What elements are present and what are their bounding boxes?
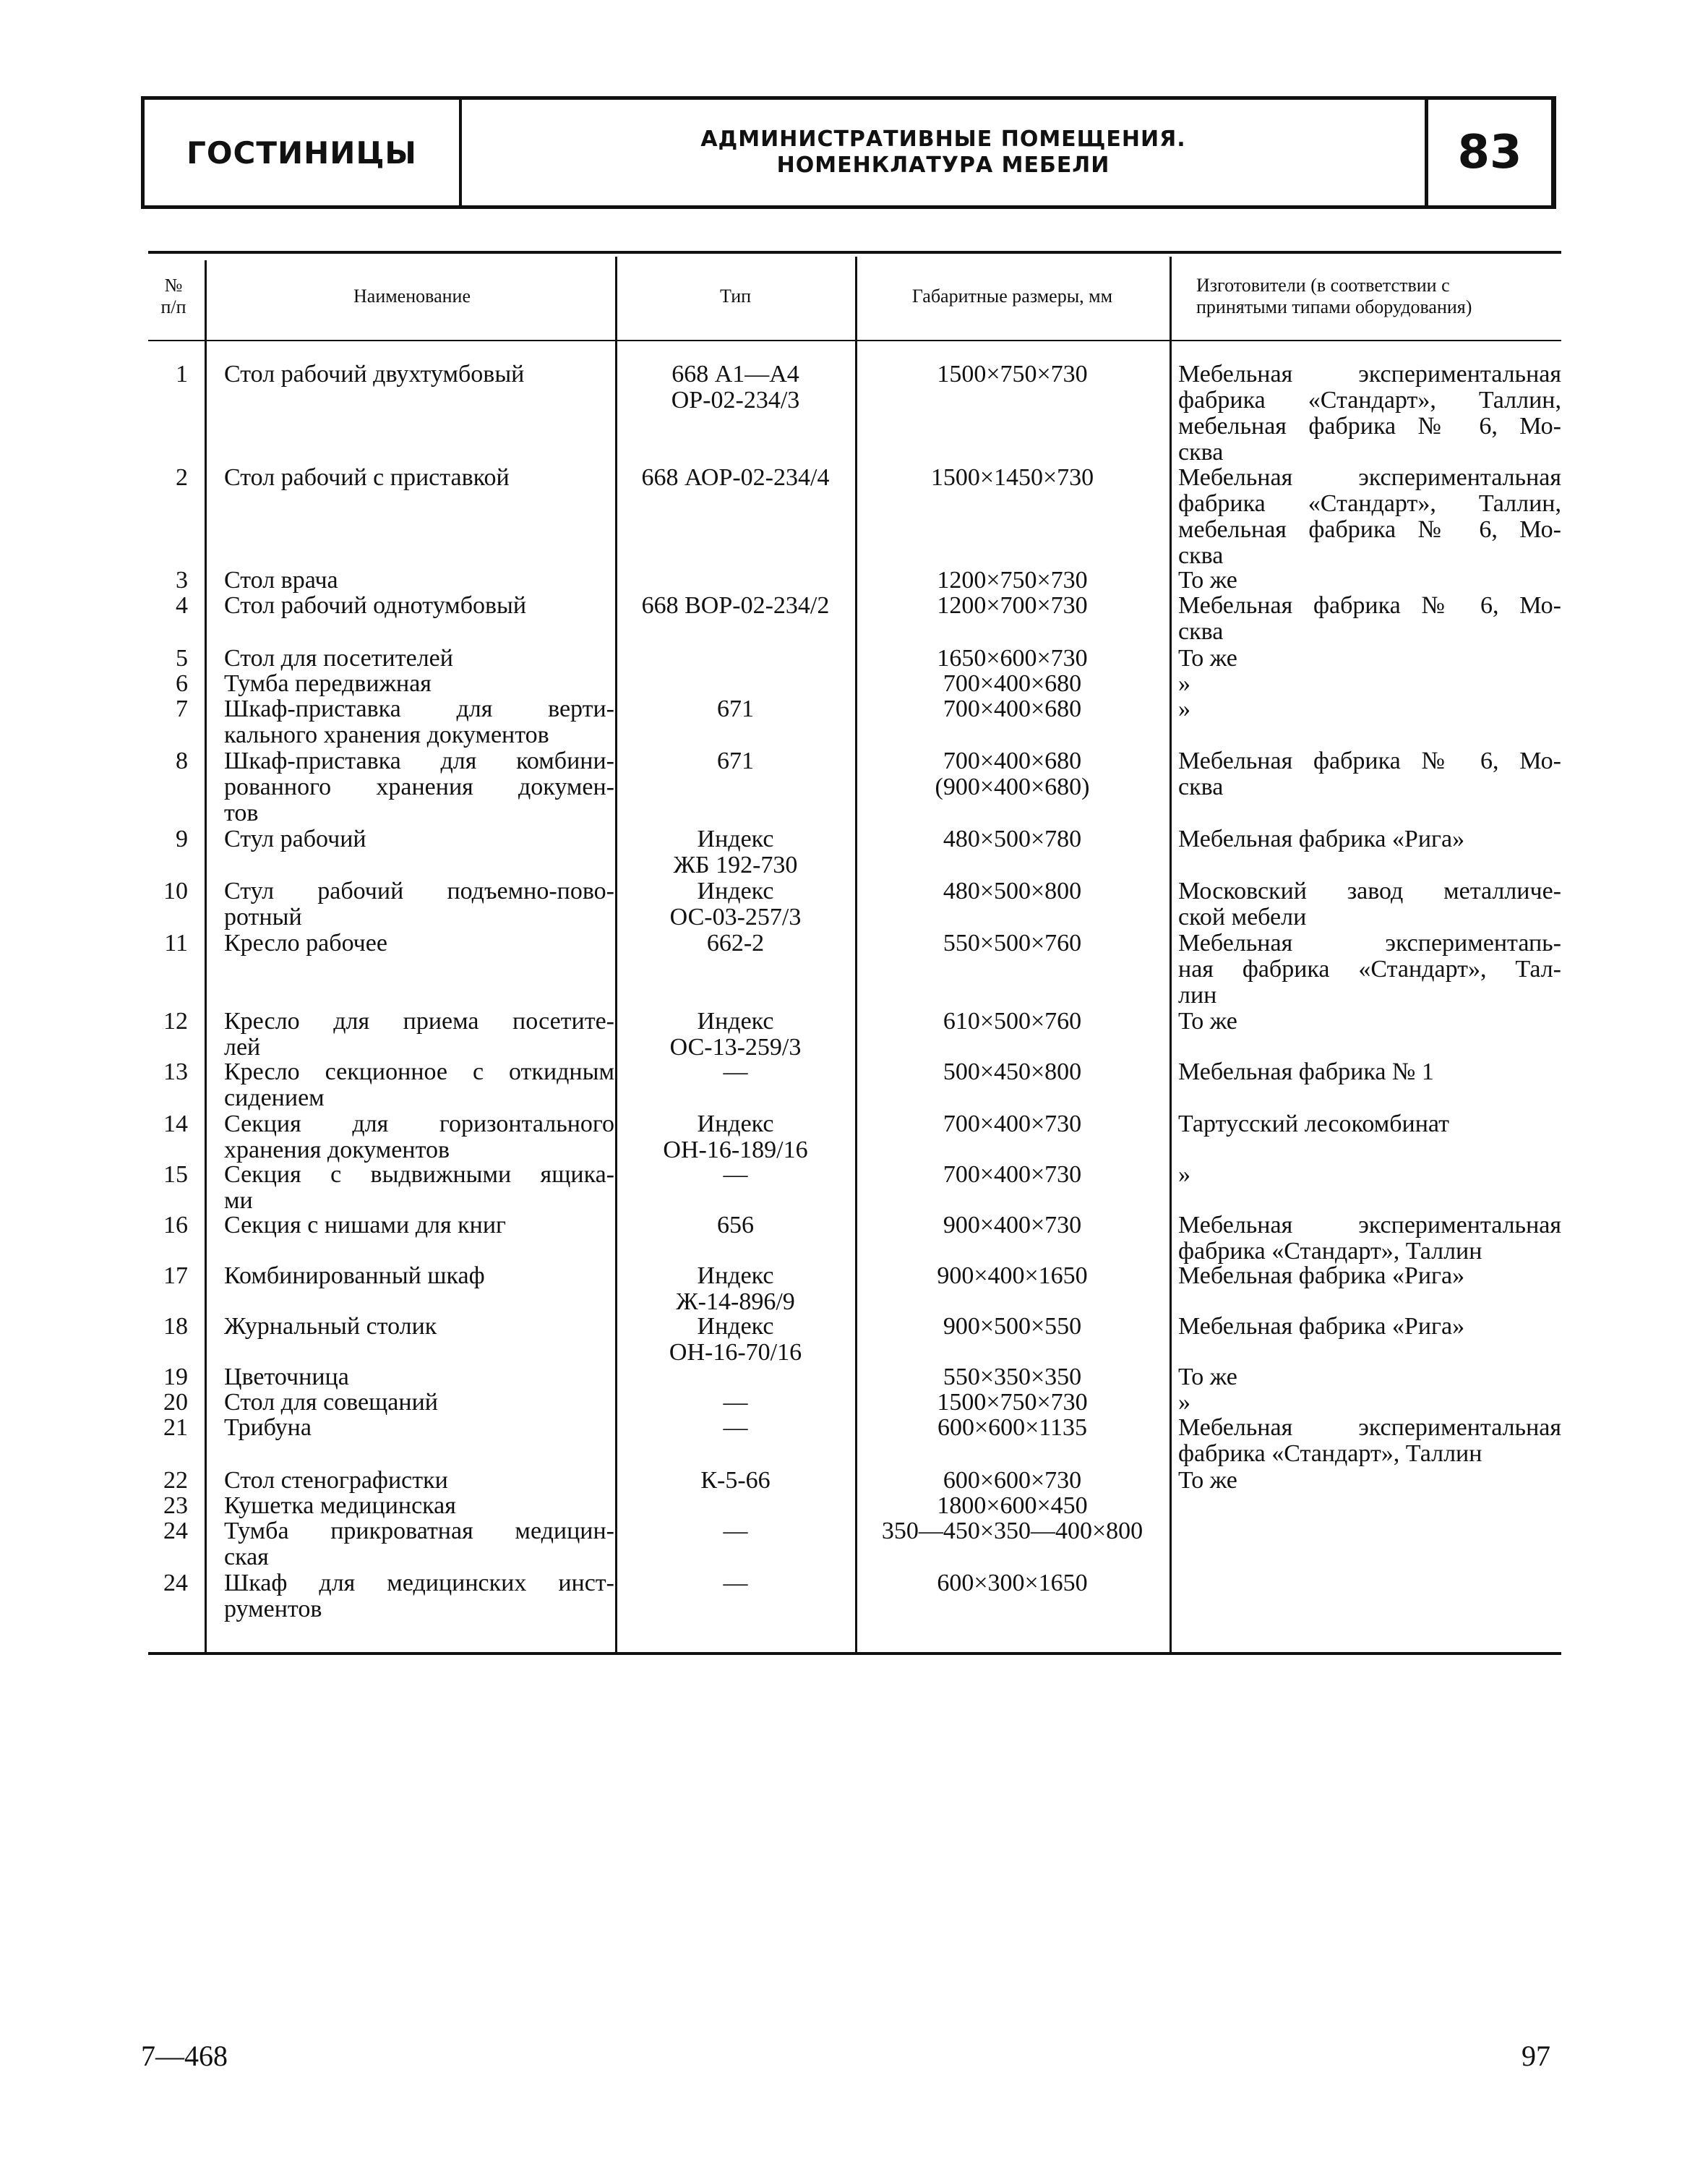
cell-type [618,465,853,491]
cell-type-line: ОР-02-234/3 [671,387,800,414]
cell-type [618,362,853,414]
cell-dims [859,646,1166,672]
cell-type [618,696,853,722]
cell-dims [859,1468,1166,1494]
cell-dims [859,1570,1166,1596]
column-divider-2 [615,257,617,1652]
cell-maker [1178,1111,1561,1137]
cell-name [224,1518,614,1570]
cell-num: 10 [163,878,188,904]
cell-dims-line: 1200×700×730 [937,592,1088,619]
cell-maker [1178,568,1561,594]
cell-maker [1178,1468,1561,1494]
cell-dims-line: 900×500×550 [943,1313,1082,1340]
cell-name [224,1314,614,1340]
cell-dims [859,465,1166,491]
cell-maker-line: Мебельная фабрика «Рига» [1178,1313,1465,1340]
cell-dims [859,1009,1166,1035]
cell-maker-line: мебельная фабрика № 6, Мо- [1178,413,1561,440]
cell-dims-line: 500×450×800 [943,1058,1082,1085]
cell-name-line: Стол рабочий однотумбовый [224,592,527,619]
cell-name-line: Секция с выдвижными ящика- [224,1161,614,1188]
column-divider-1 [205,260,207,1652]
cell-maker-line: Мебельная экспериментальная [1178,1414,1561,1441]
column-header-maker-line-1: Изготовители (в соответствии с [1196,275,1450,296]
cell-maker-line: Мебельная экспериментапь- [1178,930,1561,957]
cell-dims [859,878,1166,904]
cell-name [224,1162,614,1214]
cell-dims [859,1390,1166,1416]
cell-maker-line: То же [1178,645,1237,672]
cell-dims [859,1415,1166,1441]
cell-name [224,646,614,672]
cell-name [224,1364,614,1390]
cell-maker-line: Мебельная экспериментальная [1178,1212,1561,1238]
cell-name-line: Шкаф-приставка для комбини- [224,748,614,774]
cell-num: 13 [163,1058,188,1085]
cell-type-line: 662-2 [706,930,765,957]
cell-name [224,826,614,852]
cell-name [224,568,614,594]
cell-name [224,671,614,697]
cell-maker-line: фабрика «Стандарт», Таллин, [1178,490,1561,517]
cell-type-line: Ж-14-896/9 [676,1288,795,1315]
cell-maker-line: » [1178,1161,1190,1188]
cell-maker-line: лин [1178,982,1217,1009]
cell-type-line: — [723,1414,748,1441]
cell-dims-line: 1500×750×730 [937,361,1088,388]
cell-maker [1178,1364,1561,1390]
cell-num: 3 [176,567,188,594]
cell-dims-line: 700×400×730 [943,1111,1082,1137]
cell-name-line: рованного хранения докумен- [224,774,614,800]
cell-name-line: Стол для посетителей [224,645,453,672]
cell-maker-line: Мебельная фабрика № 6, Мо- [1178,592,1561,619]
cell-name [224,362,614,388]
cell-dims [859,1212,1166,1238]
footer-code: 7—468 [141,2040,228,2072]
cell-name-line: Трибуна [224,1414,312,1441]
cell-maker-line: сква [1178,618,1224,645]
cell-type-line: ЖБ 192-730 [673,852,798,878]
cell-dims-line: 700×400×730 [943,1161,1082,1188]
cell-maker-line: То же [1178,1008,1237,1035]
cell-name-line: Тумба передвижная [224,670,432,697]
cell-num: 24 [163,1518,188,1544]
cell-num: 4 [176,592,188,619]
cell-type-line: ОН-16-70/16 [669,1339,802,1366]
cell-type [618,1059,853,1085]
cell-type [618,1212,853,1238]
cell-name-line: Стул рабочий [224,826,366,852]
cell-type [618,1162,853,1188]
cell-num: 24 [163,1570,188,1596]
cell-maker [1178,826,1561,852]
cell-dims-line: (900×400×680) [935,774,1090,800]
cell-name-line: Секция для горизонтального [224,1111,614,1137]
cell-num: 22 [163,1467,188,1494]
cell-name [224,1415,614,1441]
cell-maker-line: фабрика «Стандарт», Таллин [1178,1238,1482,1265]
cell-maker [1178,1009,1561,1035]
section-title: ГОСТИНИЦЫ [186,134,417,171]
cell-type-line: — [723,1389,748,1416]
cell-dims-line: 550×350×350 [943,1364,1082,1390]
cell-type-line: 668 АОР-02-234/4 [641,464,830,491]
column-header-type: Тип [719,286,752,307]
cell-name-line: тов [224,800,259,826]
cell-dims-line: 1500×750×730 [937,1389,1088,1416]
cell-name [224,1009,614,1061]
cell-dims [859,696,1166,722]
cell-num: 7 [176,696,188,722]
cell-num: 20 [163,1389,188,1416]
cell-type-line: К-5-66 [700,1467,771,1494]
cell-maker-line: Тартусский лесокомбинат [1178,1111,1449,1137]
cell-num: 18 [163,1313,188,1340]
cell-num: 6 [176,670,188,697]
cell-dims-line: 600×600×1135 [937,1414,1088,1441]
cell-dims-line: 1650×600×730 [937,645,1088,672]
cell-dims [859,1493,1166,1519]
cell-num: 2 [176,464,188,491]
cell-maker [1178,593,1561,645]
cell-dims [859,1518,1166,1544]
cell-maker-line: То же [1178,1467,1237,1494]
column-header-dims: Габаритные размеры, мм [911,286,1113,307]
cell-maker [1178,1162,1561,1188]
cell-dims [859,1162,1166,1188]
cell-maker-line: ная фабрика «Стандарт», Тал- [1178,956,1561,983]
cell-name-line: Стол врача [224,567,338,594]
cell-maker-line: » [1178,696,1190,722]
cell-name [224,1212,614,1238]
cell-num: 8 [176,748,188,774]
cell-dims [859,1314,1166,1340]
table-top-rule [148,251,1561,254]
cell-type [618,1009,853,1061]
column-header-name: Наименование [353,286,471,307]
cell-type [618,1570,853,1596]
cell-name [224,748,614,826]
cell-type-line: 668 ВОР-02-234/2 [641,592,830,619]
cell-type-line: Индекс [697,1313,774,1340]
cell-dims-line: 700×400×680 [943,670,1082,697]
cell-name [224,465,614,491]
cell-name-line: Тумба прикроватная медицин- [224,1518,614,1544]
cell-dims [859,1111,1166,1137]
cell-type [618,1518,853,1544]
cell-type-line: Индекс [697,1262,774,1289]
cell-name-line: Стул рабочий подъемно-пово- [224,878,614,904]
cell-maker-line: фабрика «Стандарт», Таллин, [1178,387,1561,414]
cell-name-line: Шкаф-приставка для верти- [224,696,614,722]
cell-dims-line: 600×600×730 [943,1467,1082,1494]
cell-name [224,931,614,957]
cell-maker-line: Мебельная фабрика «Рига» [1178,826,1465,852]
cell-type [618,1390,853,1416]
cell-maker-line: Мебельная фабрика «Рига» [1178,1262,1465,1289]
cell-dims-line: 610×500×760 [943,1008,1082,1035]
cell-dims-line: 700×400×680 [943,748,1082,774]
cell-dims-line: 1500×1450×730 [930,464,1094,491]
cell-maker [1178,362,1561,466]
cell-maker-line: сква [1178,542,1224,569]
cell-name-line: хранения документов [224,1137,450,1163]
cell-type [618,826,853,878]
cell-type-line: ОС-13-259/3 [669,1034,802,1061]
cell-name [224,1059,614,1111]
cell-dims [859,931,1166,957]
cell-maker-line: Мебельная экспериментальная [1178,464,1561,491]
cell-maker [1178,696,1561,722]
cell-maker [1178,1059,1561,1085]
cell-maker [1178,1212,1561,1265]
cell-num: 9 [176,826,188,852]
cell-dims-line: 900×400×730 [943,1212,1082,1238]
cell-dims [859,748,1166,800]
cell-maker [1178,1263,1561,1289]
sheet-title-line-2: НОМЕНКЛАТУРА МЕБЕЛИ [776,153,1110,178]
cell-dims [859,362,1166,388]
cell-type [618,1263,853,1315]
cell-maker-line: Мебельная фабрика № 1 [1178,1058,1434,1085]
cell-name-line: Стол рабочий с приставкой [224,464,510,491]
cell-dims [859,671,1166,697]
cell-type-line: ОН-16-189/16 [663,1137,808,1163]
cell-type-line: Индекс [697,1111,774,1137]
cell-name [224,1263,614,1289]
cell-type-line: ОС-03-257/3 [669,904,802,931]
cell-type-line: — [723,1161,748,1188]
cell-maker-line: мебельная фабрика № 6, Мо- [1178,516,1561,543]
cell-name [224,1493,614,1519]
cell-type-line: Индекс [697,878,774,904]
cell-name-line: Кресло для приема посетите- [224,1008,614,1035]
sheet-number-box [1428,100,1551,205]
cell-type-line: 656 [717,1212,754,1238]
cell-type-line: 671 [717,696,754,722]
cell-dims-line: 480×500×780 [943,826,1082,852]
cell-maker [1178,878,1561,931]
cell-maker-line: То же [1178,567,1237,594]
cell-maker-line: » [1178,1389,1190,1416]
cell-type [618,878,853,931]
cell-maker-line: ской мебели [1178,904,1307,931]
page-header [141,96,1556,209]
cell-maker [1178,748,1561,800]
cell-name [224,696,614,748]
cell-type [618,748,853,774]
cell-maker-line: сква [1178,439,1224,466]
sheet-title-line-1: АДМИНИСТРАТИВНЫЕ ПОМЕЩЕНИЯ. [700,127,1186,152]
cell-type [618,1468,853,1494]
cell-num: 1 [176,361,188,388]
cell-dims [859,1263,1166,1289]
cell-maker-line: » [1178,670,1190,697]
cell-dims [859,593,1166,619]
cell-maker [1178,931,1561,1009]
cell-maker [1178,1415,1561,1467]
cell-dims-line: 550×500×760 [943,930,1082,957]
cell-maker-line: сква [1178,774,1224,800]
cell-dims-line: 480×500×800 [943,878,1082,904]
cell-name-line: Цветочница [224,1364,349,1390]
cell-num: 15 [163,1161,188,1188]
cell-maker-line: фабрика «Стандарт», Таллин [1178,1440,1482,1467]
sheet-number: 83 [1457,126,1522,179]
cell-type-line: — [723,1518,748,1544]
cell-dims-line: 1800×600×450 [937,1492,1088,1519]
sheet-title [700,127,1185,179]
cell-num: 12 [163,1008,188,1035]
column-header-maker [1196,260,1558,333]
cell-maker [1178,1390,1561,1416]
cell-num: 21 [163,1414,188,1441]
cell-name-line: ская [224,1544,269,1570]
cell-type [618,1314,853,1366]
cell-num: 23 [163,1492,188,1519]
cell-name [224,1468,614,1494]
column-header-maker-line-2: принятыми типами оборудования) [1196,296,1472,317]
cell-name-line: сидением [224,1084,325,1111]
cell-num: 14 [163,1111,188,1137]
cell-type [618,1111,853,1163]
cell-name [224,1570,614,1622]
cell-name-line: ми [224,1187,253,1214]
cell-name-line: Стол рабочий двухтумбовый [224,361,525,388]
cell-type [618,593,853,619]
cell-maker [1178,465,1561,569]
cell-dims [859,826,1166,852]
cell-name-line: Шкаф для медицинских инст- [224,1570,614,1596]
cell-num: 17 [163,1262,188,1289]
column-header-num-line-2: п/п [160,296,186,317]
sheet-title-box [462,100,1428,205]
cell-name-line: Комбинированный шкаф [224,1262,485,1289]
cell-dims-line: 350—450×350—400×800 [881,1518,1143,1544]
cell-name-line: Кресло секционное с откидным [224,1058,614,1085]
table-bottom-rule [148,1652,1561,1655]
cell-type-line: Индекс [697,826,774,852]
column-header-num [145,260,202,333]
cell-name [224,1111,614,1163]
cell-type [618,1415,853,1441]
column-divider-4 [1170,257,1172,1652]
cell-name-line: лей [224,1034,261,1061]
cell-maker-line: Мебельная фабрика № 6, Мо- [1178,748,1561,774]
cell-num: 19 [163,1364,188,1390]
cell-dims-line: 600×300×1650 [937,1570,1088,1596]
cell-name-line: Секция с нишами для книг [224,1212,506,1238]
cell-type [618,931,853,957]
cell-name-line: Кресло рабочее [224,930,387,957]
cell-dims [859,1364,1166,1390]
cell-name-line: Журнальный столик [224,1313,437,1340]
cell-maker-line: То же [1178,1364,1237,1390]
cell-maker-line: Мебельная экспериментальная [1178,361,1561,388]
cell-dims [859,568,1166,594]
cell-maker [1178,671,1561,697]
cell-dims [859,1059,1166,1085]
cell-type-line: 671 [717,748,754,774]
cell-maker [1178,1314,1561,1340]
cell-name-line: рументов [224,1596,322,1622]
cell-name-line: Стол стенографистки [224,1467,448,1494]
cell-num: 11 [164,930,188,957]
cell-name-line: Стол для совещаний [224,1389,438,1416]
cell-name-line: Кушетка медицинская [224,1492,456,1519]
cell-name [224,878,614,931]
cell-maker [1178,646,1561,672]
section-title-box [145,100,462,205]
footer-page-number: 97 [1522,2040,1550,2072]
cell-name-line: ротный [224,904,302,931]
cell-dims-line: 1200×750×730 [937,567,1088,594]
cell-name-line: кального хранения документов [224,722,549,748]
cell-dims-line: 900×400×1650 [937,1262,1088,1289]
cell-num: 5 [176,645,188,672]
cell-type-line: Индекс [697,1008,774,1035]
column-header-num-line-1: № [164,275,183,296]
cell-dims-line: 700×400×680 [943,696,1082,722]
cell-type-line: — [723,1570,748,1596]
cell-type-line: — [723,1058,748,1085]
cell-num: 16 [163,1212,188,1238]
cell-name [224,1390,614,1416]
cell-maker-line: Московский завод металличе- [1178,878,1561,904]
cell-name [224,593,614,619]
cell-type-line: 668 А1—А4 [671,361,799,388]
column-divider-3 [855,257,857,1652]
